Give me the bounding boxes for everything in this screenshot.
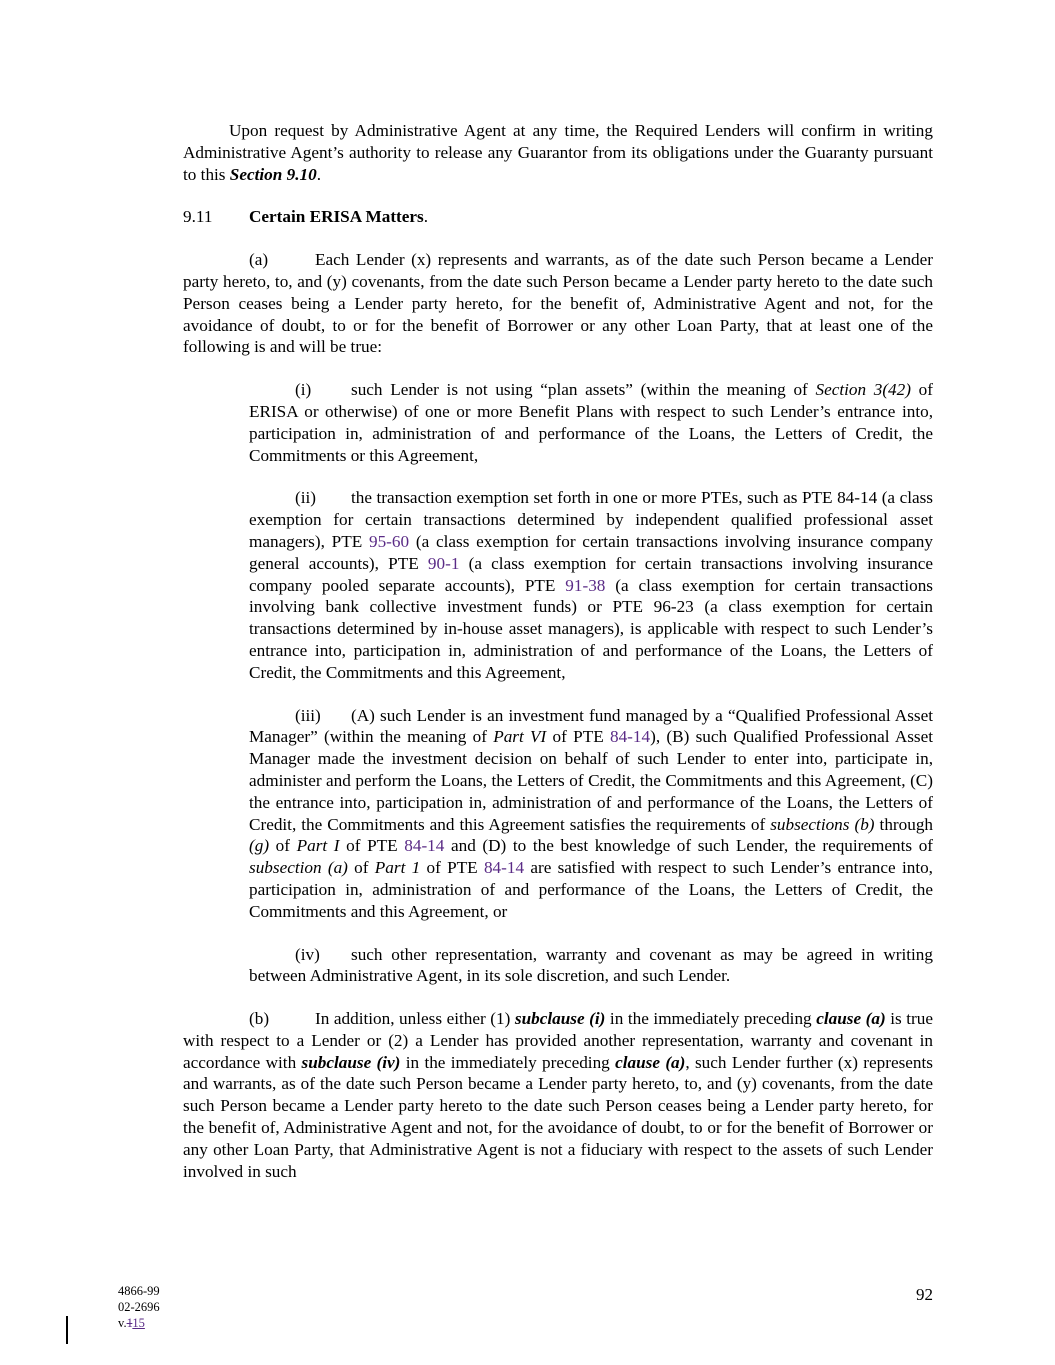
paragraph-b-bi-1: subclause (i) xyxy=(514,1009,606,1029)
intro-text-1: Upon request by Administrative Agent at any time, the Required Lenders will confirm in writing Administrative Agent’s authority to release any Guarantor from its obligations under the Guaranty pursuant to this xyxy=(183,121,933,184)
paragraph-ii-label: (ii) xyxy=(295,488,316,508)
pte-link-84-14-a[interactable]: 84-14 xyxy=(609,727,651,747)
pte-link-84-14-b[interactable]: 84-14 xyxy=(404,836,445,856)
paragraph-iii xyxy=(249,705,933,923)
paragraph-iii-ital-2: subsections (b) xyxy=(770,814,875,834)
spacer xyxy=(183,358,933,379)
paragraph-iii-ital-1: Part VI xyxy=(493,727,547,747)
footer-line-1: 4866-99 xyxy=(118,1284,160,1298)
paragraph-b-bi-2: clause (a) xyxy=(816,1009,886,1029)
section-title: Certain ERISA Matters xyxy=(249,207,424,227)
spacer xyxy=(183,228,933,249)
paragraph-iii-text-7: and (D) to the best knowledge of such Lender, the requirements of xyxy=(444,836,934,856)
paragraph-iv-text: such other representation, warranty and covenant as may be agreed in writing between Administrative Agent, in its sole discretion, and such Lender. xyxy=(249,944,933,986)
paragraph-iii-text-2: of PTE xyxy=(546,727,610,747)
paragraph-b-text-1: In addition, unless either (1) xyxy=(315,1009,515,1029)
paragraph-b-bi-3: subclause (iv) xyxy=(301,1052,401,1072)
paragraph-iii-text-9: of PTE xyxy=(420,858,484,878)
paragraph-a xyxy=(183,249,933,358)
paragraph-b-label: (b) xyxy=(249,1009,270,1029)
paragraph-iii-ital-5: subsection (a) xyxy=(249,858,348,878)
paragraph-ii-text-1: the transaction exemption set forth in one or more PTEs, such as PTE 84-14 (a class exemption for certain transactions determined by independent qualified professional asset managers), PTE xyxy=(249,488,933,551)
paragraph-iv xyxy=(249,944,933,988)
paragraph-b-bi-4: clause (a) xyxy=(615,1052,686,1072)
paragraph-b-text-5: , such Lender further (x) represents and warrants, as of the date such Person became a Lender party hereto, to, and (y) covenants, from the date such Person became a Lender party hereto to the date such Person ceases being a Lender party hereto, for the benefit of, Administrative Agent and not, for the avoidance of doubt, to or for the benefit of Borrower or any other Loan Party, that Administrative Agent is not a fiduciary with respect to the assets of such Lender involved in such xyxy=(183,1052,933,1181)
paragraph-b-text-3: is true with respect to a Lender or (2) a Lender has provided another representation, warranty and covenant in accordance with xyxy=(183,1009,934,1072)
paragraph-a-label: (a) xyxy=(249,250,269,270)
section-heading-9-11 xyxy=(183,206,933,228)
paragraph-i xyxy=(249,379,933,466)
footer-line-2: 02-2696 xyxy=(118,1300,160,1314)
paragraph-iii-text-6: of PTE xyxy=(339,836,405,856)
paragraph-a-text: Each Lender (x) represents and warrants, as of the date such Person became a Lender party hereto, to, and (y) covenants, from the date such Person became a Lender party hereto to the date such Person ceases being a Lender party hereto, for the benefit of, Administrative Agent and not, for the avoidance of doubt, to or for the benefit of Borrower or any other Loan Party, that at least one of the following is and will be true: xyxy=(183,250,933,357)
paragraph-ii-text-3: (a class exemption for certain transactions involving insurance company pooled separate accounts), PTE xyxy=(249,553,934,595)
section-title-period: . xyxy=(423,207,429,227)
footer-version-prefix: v. xyxy=(118,1316,127,1330)
paragraph-b xyxy=(183,1008,933,1182)
paragraph-ii-text-4: (a class exemption for certain transactions involving bank collective investment funds) or PTE 96-23 (a class exemption for certain transactions determined by in-house asset managers), is applicable with respect to such Lender’s entrance into, participation in, administration of and performance of the Loans, the Letters of Credit, the Commitments and this Agreement, xyxy=(249,575,933,682)
paragraph-iii-text-4: through xyxy=(874,814,934,834)
paragraph-iii-text-5: of xyxy=(269,836,297,856)
pte-link-91-38[interactable]: 91-38 xyxy=(565,575,606,595)
paragraph-iii-text-10: are satisfied with respect to such Lender’s entrance into, participation in, administration of and performance of the Loans, the Letters of Credit, the Commitments and this Agreement, or xyxy=(249,858,933,921)
document-body xyxy=(183,120,933,1182)
spacer xyxy=(183,684,933,705)
paragraph-iii-ital-3: (g) xyxy=(249,836,270,856)
paragraph-intro xyxy=(183,120,933,185)
footer-version-struck: 1 xyxy=(126,1316,133,1330)
paragraph-iv-label: (iv) xyxy=(295,944,320,964)
footer-line-3 xyxy=(118,1315,160,1331)
paragraph-iii-ital-4: Part I xyxy=(296,836,340,856)
paragraph-i-ital-1: Section 3(42) xyxy=(815,380,911,400)
spacer xyxy=(183,185,933,206)
paragraph-b-text-2: in the immediately preceding xyxy=(605,1009,817,1029)
paragraph-iii-text-1: (A) such Lender is an investment fund managed by a “Qualified Professional Asset Manager” (within the meaning of xyxy=(249,705,933,747)
paragraph-i-label: (i) xyxy=(295,380,312,400)
revision-change-bar xyxy=(66,1316,68,1344)
paragraph-iii-label: (iii) xyxy=(295,705,321,725)
paragraph-i-text-2: of ERISA or otherwise) of one or more Benefit Plans with respect to such Lender’s entrance into, participation in, administration of and performance of the Loans, the Letters of Credit, the Commitments or this Agreement, xyxy=(249,380,933,465)
spacer xyxy=(183,923,933,944)
document-footer xyxy=(118,1283,160,1331)
paragraph-b-text-4: in the immediately preceding xyxy=(400,1052,616,1072)
paragraph-iii-ital-6: Part 1 xyxy=(374,858,421,878)
paragraph-ii xyxy=(249,487,933,683)
intro-text-2: . xyxy=(316,164,321,184)
footer-version-inserted: 15 xyxy=(132,1316,145,1330)
spacer xyxy=(183,466,933,487)
intro-section-ref: Section 9.10 xyxy=(229,164,317,184)
pte-link-84-14-c[interactable]: 84-14 xyxy=(483,858,525,878)
paragraph-ii-text-2: (a class exemption for certain transactions involving insurance company general accounts), PTE xyxy=(249,531,933,573)
paragraph-iii-text-8: of xyxy=(347,858,375,878)
paragraph-i-text-1: such Lender is not using “plan assets” (within the meaning of xyxy=(351,380,816,400)
section-number: 9.11 xyxy=(183,207,213,227)
page-number: 92 xyxy=(916,1285,933,1304)
pte-link-90-1[interactable]: 90-1 xyxy=(427,553,460,573)
paragraph-iii-text-3: ), (B) such Qualified Professional Asset Manager made the investment decision on behalf of such Lender to enter into, participate in, administer and perform the Loans, the Letters of Credit, the Commitments and this Agreement, (C) the entrance into, participation in, administration of and performance of the Loans, the Letters of Credit, the Commitments and this Agreement satisfies the requirements of xyxy=(249,727,934,834)
pte-link-95-60[interactable]: 95-60 xyxy=(368,531,410,551)
spacer xyxy=(183,987,933,1008)
